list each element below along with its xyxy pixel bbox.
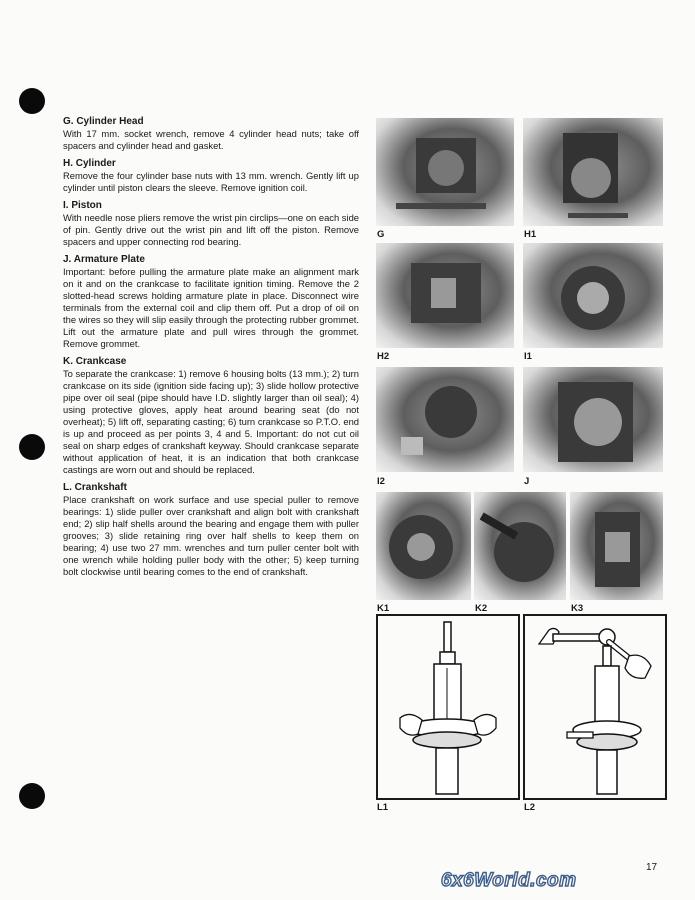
punch-hole-top [19,88,45,114]
caption-j: J [524,476,530,487]
caption-l1: L1 [377,802,389,813]
section-piston [63,200,359,248]
section-body: Remove the four cylinder base nuts with 13 mm. wrench. Gently lift up cylinder until piston clears the sleeve. Remove ignition coil. [63,170,359,193]
section-body: With needle nose pliers remove the wrist pin circlips—one on each side of pin. Gently drive out the wrist pin and lift off the piston. Remove spacers and upper connecting rod bearing. [63,212,359,247]
section-heading: K. Crankcase [63,356,127,367]
section-heading: G. Cylinder Head [63,116,144,127]
caption-g: G [377,229,385,240]
caption-h1: H1 [524,229,537,240]
caption-k3: K3 [571,603,584,614]
section-crankcase [63,356,359,476]
photo-i2-piston-parts [376,367,514,472]
photo-k3-separating-casting [570,492,663,600]
caption-i2: I2 [377,476,385,487]
section-body: Important: before pulling the armature plate make an alignment mark on it and on the crankcase to facilitate ignition timing. Remove the 2 slotted-head screws holding armature plate in place. Disconnect wire terminals from the external coil and clip them off. Put a drop of oil on the wires so they will slip easily through the protecting rubber grommet. Lift out the armature plate and pull wires through the grommet. Remove grommet. [63,266,359,349]
punch-hole-bottom [19,783,45,809]
puller-illustration-l2 [525,616,665,798]
page-number: 17 [646,862,658,873]
caption-h2: H2 [377,351,390,362]
section-body: To separate the crankcase: 1) remove 6 housing bolts (13 mm.); 2) turn crankcase on its side (ignition side facing up); 3) slide hollow protective pipe over oil seal (pipe should have I.D. slightly larger than oil seal); 4) using protective gloves, apply heat around bearing seat (do not overheat); 5) lift off, separating casting; 6) turn crankcase so P.T.O. end is up and proceed as per points 3, 4 and 5. Important: do not cut oil seal on sharp edges of crankshaft keyway. Should crankcase separate without application of heat, it is an indication that both crankcase castings are worn out and should be replaced. [63,368,359,475]
caption-l2: L2 [524,802,536,813]
punch-hole-middle [19,434,45,460]
caption-k2: K2 [475,603,488,614]
puller-illustration-l1 [378,616,518,798]
instructions-column [63,116,359,584]
diagram-l1-bearing-puller [376,614,520,800]
section-heading: I. Piston [63,200,102,211]
section-cylinder [63,158,359,194]
photo-i1-piston-removal [523,243,663,348]
photo-h2-ignition-coil [376,243,514,348]
caption-i1: I1 [524,351,532,362]
section-heading: H. Cylinder [63,158,116,169]
photo-h1-cylinder-removal [523,118,663,226]
photo-g-cylinder-head-removal [376,118,514,226]
diagram-l2-turning-bolt [523,614,667,800]
section-armature-plate [63,254,359,350]
photo-k1-crankcase-bolts [376,492,471,600]
section-crankshaft [63,482,359,578]
section-cylinder-head [63,116,359,152]
watermark-logo: 6x6World.com [441,870,577,891]
section-body: With 17 mm. socket wrench, remove 4 cylinder head nuts; take off spacers and cylinder head and gasket. [63,128,359,151]
photo-k2-applying-heat [474,492,566,600]
photo-j-armature-plate [523,367,663,472]
section-body: Place crankshaft on work surface and use special puller to remove bearings: 1) slide puller over crankshaft and align bolt with crankshaft end; 2) slip half shells around the bearing and engage them with puller grooves; 3) slide retaining ring over half shells to keep them on bearing; 4) use two 27 mm. wrenches and turn puller center bolt with one wrench while holding puller body with the other; 5) keep turning bolt clockwise until bearing comes to the end of crankshaft. [63,494,359,577]
section-heading: L. Crankshaft [63,482,127,493]
section-heading: J. Armature Plate [63,254,145,265]
caption-k1: K1 [377,603,390,614]
